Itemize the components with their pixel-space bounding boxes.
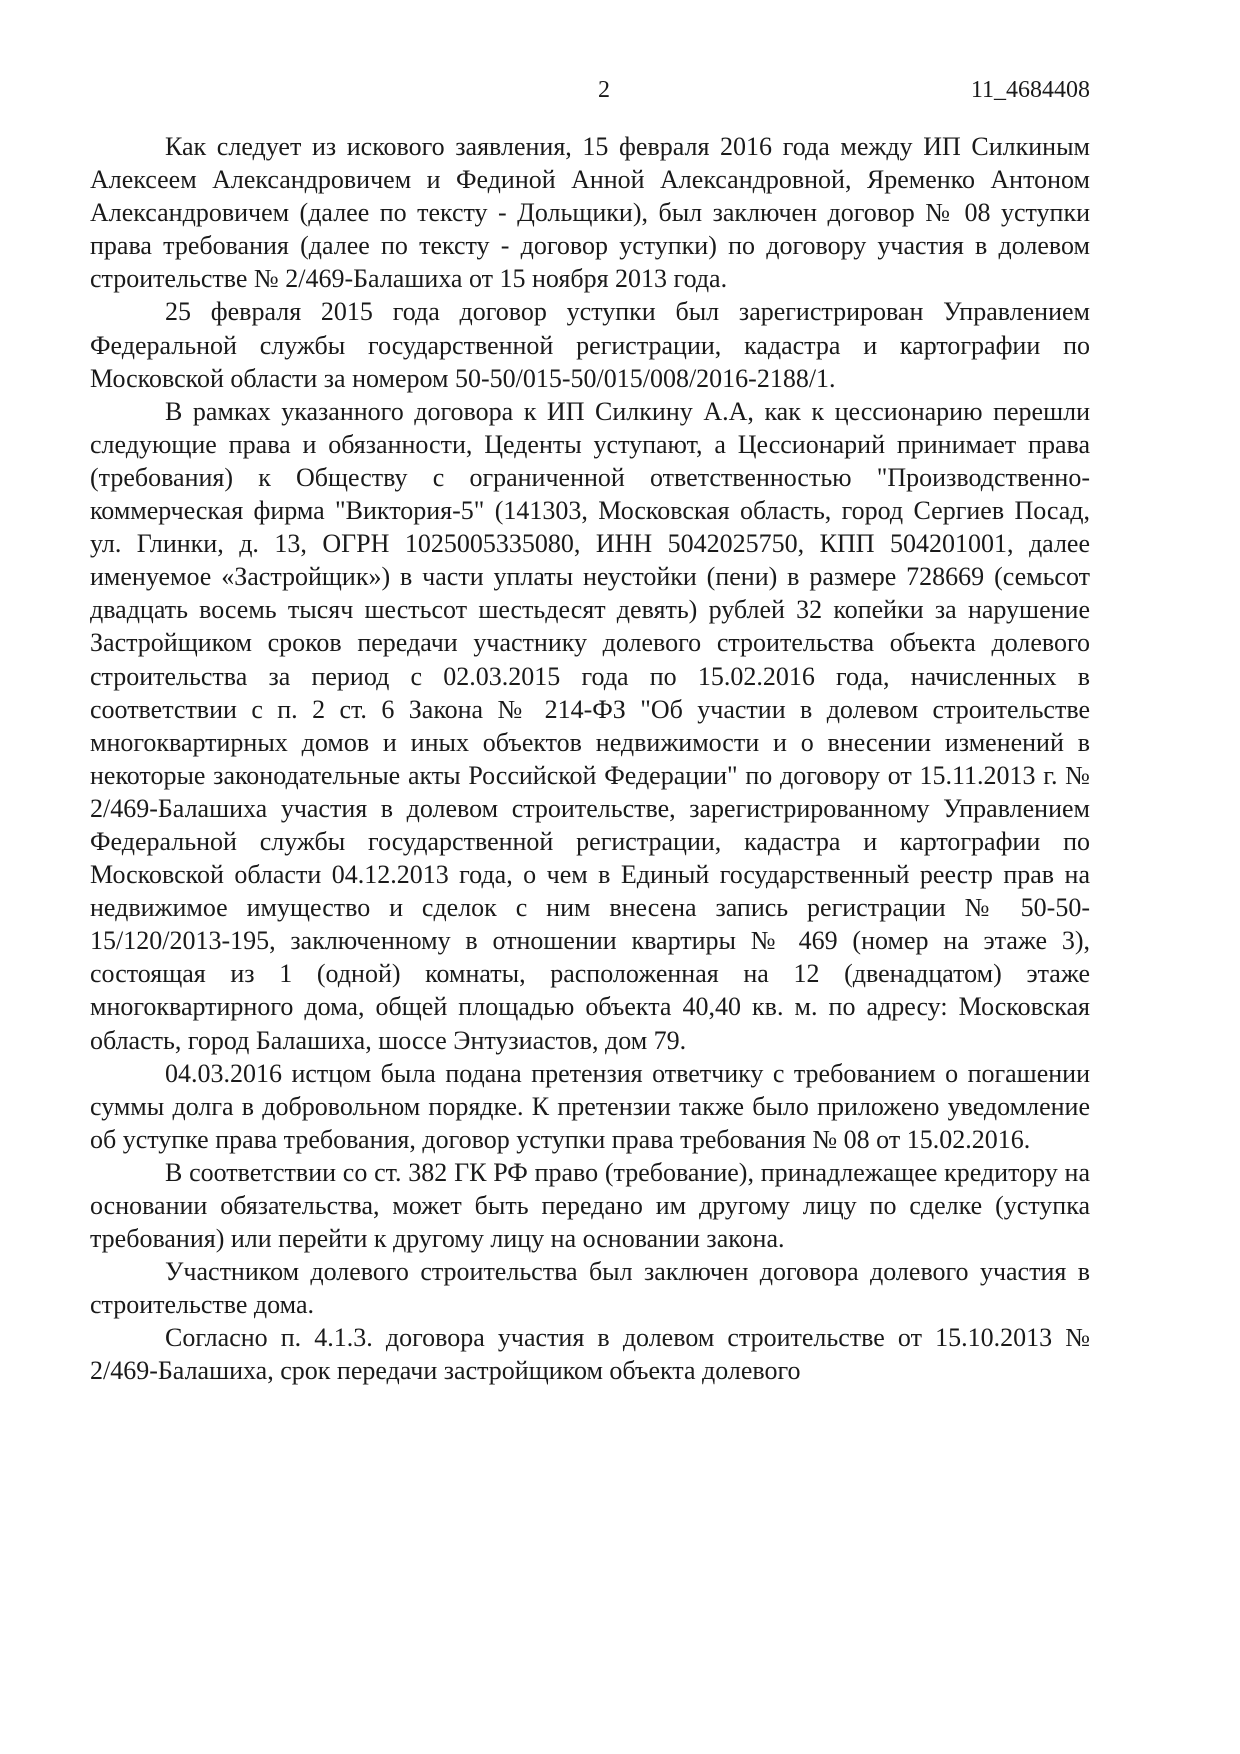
paragraph-assigned-rights: В рамках указанного договора к ИП Силкину А.А, как к цессионарию перешли следующие права и обязанности, Цеденты уступают, а Цессионарий принимает права (требования) к Обществу с ограниченной ответственностью "Производственно-коммерческая фирма "Виктория-5" (141303, Московская область, город Сергиев Посад, ул. Глинки, д. 13, ОГРН 1025005335080, ИНН 5042025750, КПП 504201001, далее именуемое «Застройщик») в части уплаты неустойки (пени) в размере 728669 (семьсот двадцать восемь тысяч шестьсот шестьдесят девять) рублей 32 копейки за нарушение Застройщиком сроков передачи участнику долевого строительства объекта долевого строительства за период с 02.03.2015 года по 15.02.2016 года, начисленных в соответствии с п. 2 ст. 6 Закона № 214-ФЗ "Об участии в долевом строительстве многоквартирных домов и иных объектов недвижимости и о внесении изменений в некоторые законодательные акты Российской Федерации" по договору от 15.11.2013 г. № 2/469-Балашиха участия в долевом строительстве, зарегистрированному Управлением Федеральной службы государственной регистрации, кадастра и картографии по Московской области 04.12.2013 года, о чем в Единый государственный реестр прав на недвижимое имущество и сделок с ним внесена запись регистрации № 50-50-15/120/2013-195, заключенному в отношении квартиры № 469 (номер на этаже 3), состоящая из 1 (одной) комнаты, расположенная на 12 (двенадцатом) этаже многоквартирного дома, общей площадью объекта 40,40 кв. м. по адресу: Московская область, город Балашиха, шоссе Энтузиастов, дом 79.	[90, 396, 1090, 1055]
paragraph-civil-code: В соответствии со ст. 382 ГК РФ право (требование), принадлежащее кредитору на основании обязательства, может быть передано им другому лицу по сделке (уступка требования) или перейти к другому лицу на основании закона.	[90, 1157, 1090, 1254]
document-id: 11_4684408	[970, 77, 1090, 103]
paragraph-agreement-concluded: Участником долевого строительства был заключен договора долевого участия в строительстве дома.	[90, 1257, 1090, 1320]
paragraph-claim-summary: Как следует из искового заявления, 15 февраля 2016 года между ИП Силкиным Алексеем Александровичем и Фединой Анной Александровной, Яременко Антоном Александровичем (далее по тексту - Дольщики), был заключен договор № 08 уступки права требования (далее по тексту - договор уступки) по договору участия в долевом строительстве № 2/469-Балашиха от 15 ноября 2013 года.	[90, 132, 1090, 294]
document-body	[90, 130, 1090, 1388]
page-number: 2	[598, 77, 610, 103]
paragraph-transfer-term: Согласно п. 4.1.3. договора участия в долевом строительстве от 15.10.2013 № 2/469-Балашиха, срок передачи застройщиком объекта долевого	[90, 1323, 1090, 1386]
page-header	[90, 72, 1090, 108]
paragraph-claim-filed: 04.03.2016 истцом была подана претензия ответчику с требованием о погашении суммы долга в добровольном порядке. К претензии также было приложено уведомление об уступке права требования, договор уступки права требования № 08 от 15.02.2016.	[90, 1058, 1090, 1154]
paragraph-registration: 25 февраля 2015 года договор уступки был зарегистрирован Управлением Федеральной службы государственной регистрации, кадастра и картографии по Московской области за номером 50-50/015-50/015/008/2016-2188/1.	[90, 297, 1090, 393]
